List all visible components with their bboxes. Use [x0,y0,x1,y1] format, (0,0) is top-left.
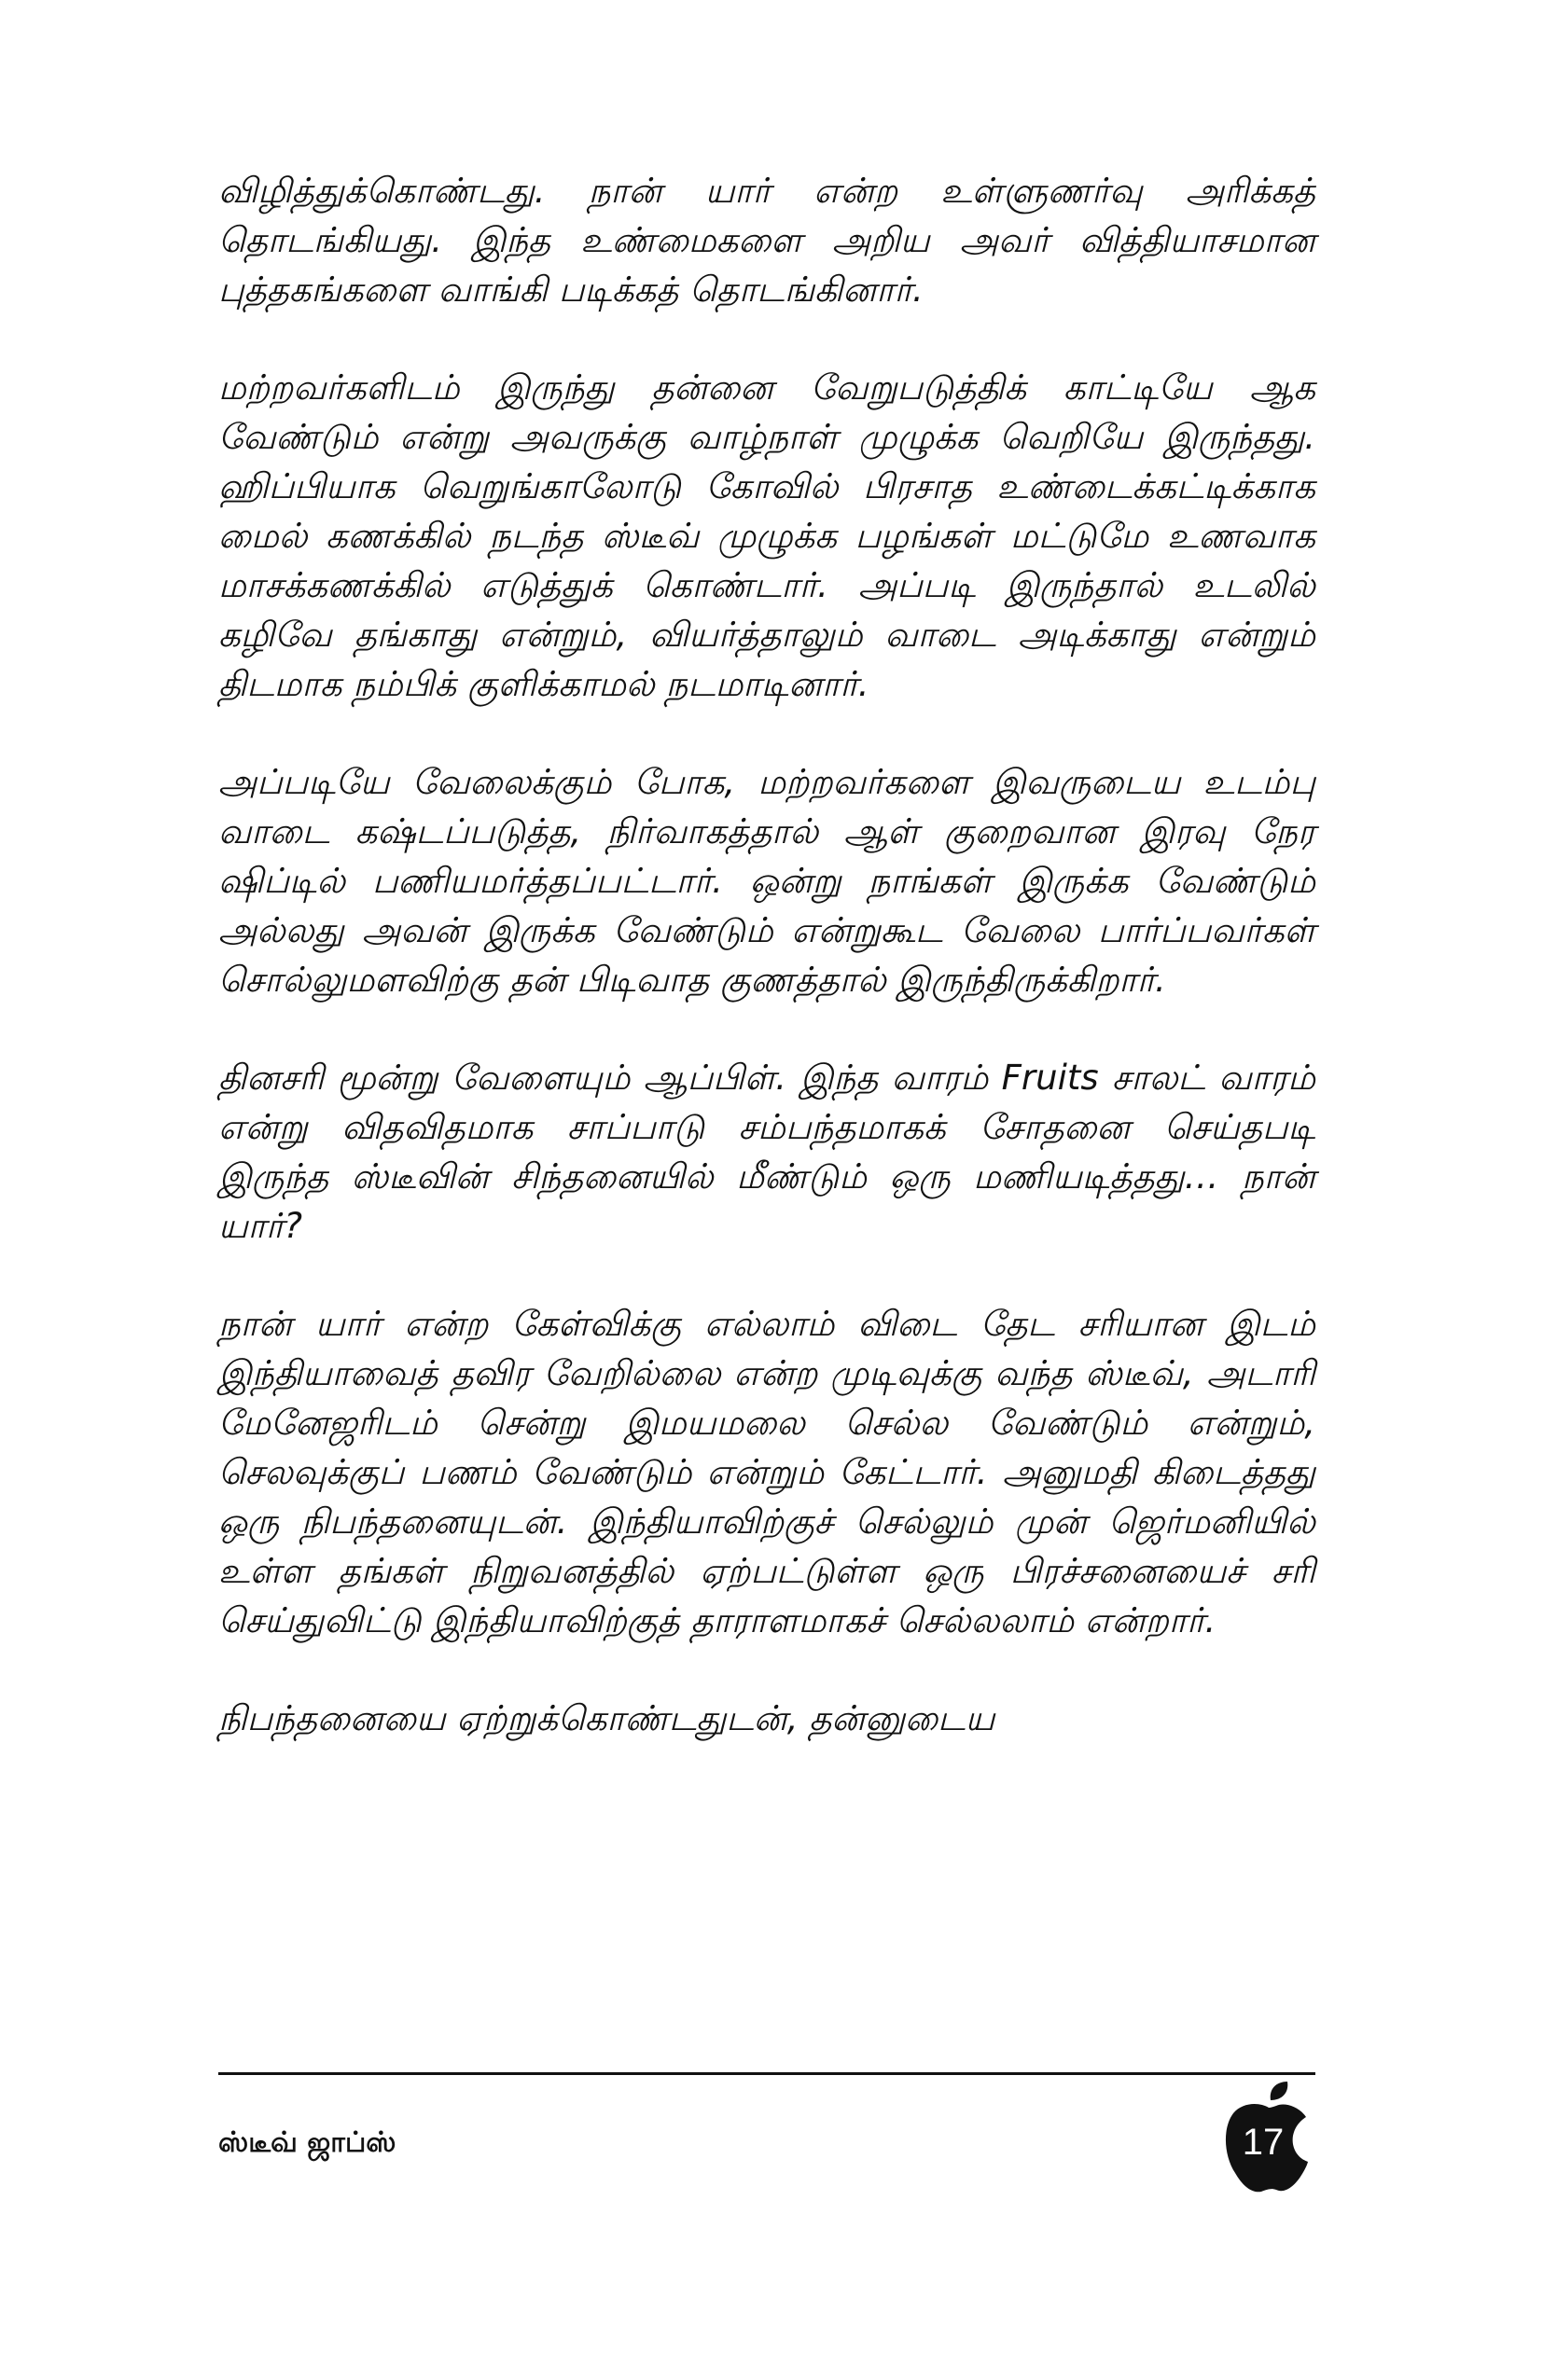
paragraph-1: விழித்துக்கொண்டது. நான் யார் என்ற உள்ளுணர்வு அரிக்கத் தொடங்கியது. இந்த உண்மைகளை அறிய அவர் வித்தியாசமான புத்தகங்களை வாங்கி படிக்கத் தொடங்கினார். [218,171,1315,310]
page-body [218,166,1315,1743]
paragraph-3: அப்படியே வேலைக்கும் போக, மற்றவர்களை இவருடைய உடம்பு வாடை கஷ்டப்படுத்த, நிர்வாகத்தால் ஆள் குறைவான இரவு நேர ஷிப்டில் பணியமர்த்தப்பட்டார். ஒன்று நாங்கள் இருக்க வேண்டும் அல்லது அவன் இருக்க வேண்டும் என்றுகூட வேலை பார்ப்பவர்கள் சொல்லுமளவிற்கு தன் பிடிவாத குணத்தால் இருந்திருக்கிறார். [218,762,1315,1000]
paragraph-6: நிபந்தனையை ஏற்றுக்கொண்டதுடன், தன்னுடைய [218,1698,995,1738]
page-number: 17 [1242,2122,1285,2163]
paragraph-2: மற்றவர்களிடம் இருந்து தன்னை வேறுபடுத்திக் காட்டியே ஆக வேண்டும் என்று அவருக்கு வாழ்நாள் முழுக்க வெறியே இருந்தது. ஹிப்பியாக வெறுங்காலோடு கோவில் பிரசாத உண்டைக்கட்டிக்காக மைல் கணக்கில் நடந்த ஸ்டீவ் முழுக்க பழங்கள் மட்டுமே உணவாக மாசக்கணக்கில் எடுத்துக் கொண்டார். அப்படி இருந்தால் உடலில் கழிவே தங்காது என்றும், வியர்த்தாலும் வாடை அடிக்காது என்றும் திடமாக நம்பிக் குளிக்காமல் நடமாடினார். [218,367,1315,704]
footer-divider [218,2072,1315,2075]
footer-book-title: ஸ்டீவ் ஜாப்ஸ் [218,2126,396,2159]
paragraph-5: நான் யார் என்ற கேள்விக்கு எல்லாம் விடை தேட சரியான இடம் இந்தியாவைத் தவிர வேறில்லை என்ற முடிவுக்கு வந்த ஸ்டீவ், அடாரி மேனேஜரிடம் சென்று இமயமலை செல்ல வேண்டும் என்றும், செலவுக்குப் பணம் வேண்டும் என்றும் கேட்டார். அனுமதி கிடைத்தது ஒரு நிபந்தனையுடன். இந்தியாவிற்குச் செல்லும் முன் ஜெர்மனியில் உள்ள தங்கள் நிறுவனத்தில் ஏற்பட்டுள்ள ஒரு பிரச்சனையைச் சரி செய்துவிட்டு இந்தியாவிற்குத் தாராளமாகச் செல்லலாம் என்றார். [218,1304,1315,1640]
paragraph-4: தினசரி மூன்று வேளையும் ஆப்பிள். இந்த வாரம் Fruits சாலட் வாரம் என்று விதவிதமாக சாப்பாடு சம்பந்தமாகக் சோதனை செய்தபடி இருந்த ஸ்டீவின் சிந்தனையில் மீண்டும் ஒரு மணியடித்தது… நான் யார்? [218,1058,1315,1246]
